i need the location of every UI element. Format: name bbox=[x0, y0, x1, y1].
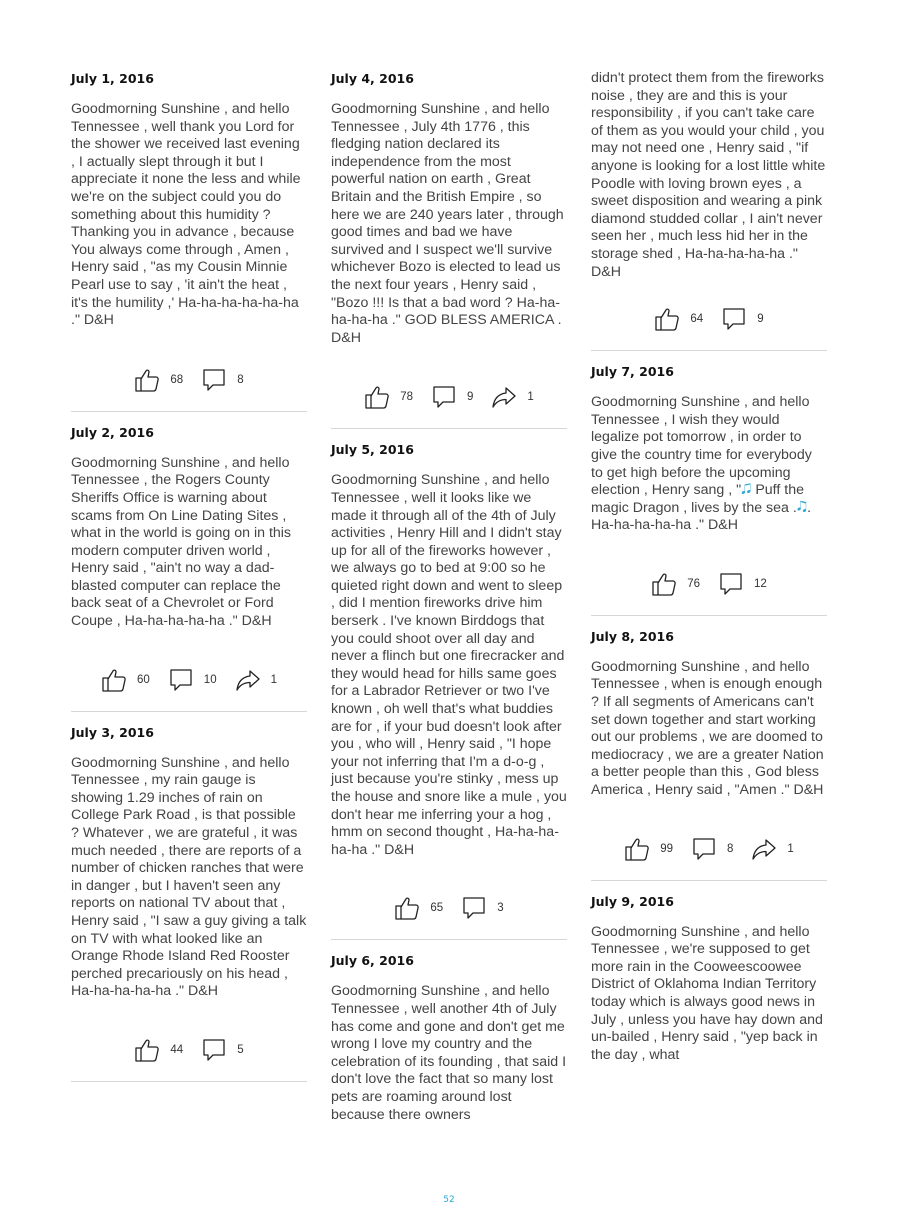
like-count: 65 bbox=[430, 902, 444, 915]
column-3 bbox=[591, 70, 827, 1064]
column-2 bbox=[331, 70, 567, 1124]
post-date: July 3, 2016 bbox=[71, 724, 154, 740]
thumbs-up-icon bbox=[101, 667, 127, 693]
comment-icon bbox=[691, 836, 717, 862]
thumbs-up-icon bbox=[394, 895, 420, 921]
post-stats bbox=[71, 364, 307, 396]
post-body-part: Goodmorning Sunshine , and hello Tennessee , I wish they would legalize pot tomorrow , in order to give the country time for everybody to get high before the upcoming election , Henry sang , " bbox=[591, 394, 812, 499]
comment-count: 8 bbox=[237, 373, 244, 386]
share-button[interactable] bbox=[235, 667, 277, 693]
post-date: July 7, 2016 bbox=[591, 364, 674, 380]
thumbs-up-icon bbox=[624, 836, 650, 862]
post-july-6-continued bbox=[591, 70, 827, 335]
post-divider bbox=[591, 615, 827, 616]
comment-button[interactable] bbox=[721, 306, 763, 332]
post-july-1 bbox=[71, 70, 307, 396]
thumbs-up-icon bbox=[654, 306, 680, 332]
post-july-6 bbox=[331, 952, 567, 1124]
comment-icon bbox=[168, 667, 194, 693]
comment-button[interactable] bbox=[431, 384, 473, 410]
comment-count: 12 bbox=[754, 577, 767, 590]
post-divider bbox=[591, 350, 827, 351]
comment-button[interactable] bbox=[168, 667, 217, 693]
comment-icon bbox=[201, 367, 227, 393]
post-july-7 bbox=[591, 363, 827, 600]
comment-count: 10 bbox=[203, 673, 217, 686]
like-button[interactable] bbox=[134, 367, 183, 393]
like-count: 68 bbox=[170, 373, 184, 386]
share-button[interactable] bbox=[491, 384, 533, 410]
share-count: 1 bbox=[270, 673, 277, 686]
comment-icon bbox=[461, 895, 487, 921]
thumbs-up-icon bbox=[651, 571, 677, 597]
music-notes-icon: 🎝 bbox=[796, 499, 808, 516]
like-button[interactable] bbox=[394, 895, 443, 921]
comment-icon bbox=[201, 1037, 227, 1063]
post-date: July 5, 2016 bbox=[331, 442, 414, 458]
post-stats bbox=[591, 303, 827, 335]
like-button[interactable] bbox=[134, 1037, 183, 1063]
post-july-4 bbox=[331, 70, 567, 413]
like-count: 64 bbox=[690, 313, 704, 326]
share-icon bbox=[491, 384, 517, 410]
like-count: 99 bbox=[660, 842, 673, 855]
post-body: Goodmorning Sunshine , and hello Tennessee , my rain gauge is showing 1.29 inches of rain on College Park Road , is that possible ? Whatever , we are grateful , it was much needed , there are reports of a number of chicken ranches that were in danger , but I haven't seen any reports on national TV about that , Henry said , "I saw a guy giving a talk on TV with what looked like an Orange Rhode Island Red Rooster perched precariously on his head , Ha-ha-ha-ha-ha ." D&H bbox=[71, 754, 307, 1000]
comment-count: 9 bbox=[466, 391, 474, 404]
comment-count: 5 bbox=[237, 1043, 244, 1056]
post-divider bbox=[331, 428, 567, 429]
post-july-8 bbox=[591, 628, 827, 865]
like-button[interactable] bbox=[624, 836, 673, 862]
post-body-part: Puff the magic Dragon , lives by the sea . bbox=[591, 482, 804, 516]
share-count: 1 bbox=[787, 842, 794, 855]
post-body: Goodmorning Sunshine , and hello Tennessee , well another 4th of July has come and gone and don't get me wrong I love my country and the celebration of its founding , that said I don't love the fact that so many lost pets are roaming around lost because there owners bbox=[331, 983, 567, 1123]
thumbs-up-icon bbox=[134, 1037, 160, 1063]
post-stats bbox=[591, 833, 827, 865]
comment-button[interactable] bbox=[718, 571, 767, 597]
comment-count: 8 bbox=[726, 842, 734, 855]
column-1 bbox=[71, 70, 307, 1082]
comment-icon bbox=[431, 384, 457, 410]
post-date: July 4, 2016 bbox=[331, 71, 414, 86]
comment-count: 3 bbox=[497, 902, 504, 915]
post-stats bbox=[71, 1034, 307, 1066]
post-divider bbox=[331, 939, 567, 940]
share-count: 1 bbox=[527, 391, 534, 404]
post-divider bbox=[591, 880, 827, 881]
comment-button[interactable] bbox=[461, 895, 503, 921]
comment-button[interactable] bbox=[201, 1037, 243, 1063]
post-body bbox=[591, 394, 827, 535]
post-stats bbox=[331, 381, 567, 413]
post-date: July 8, 2016 bbox=[591, 628, 674, 644]
like-count: 44 bbox=[170, 1043, 184, 1056]
post-body-part: . Ha-ha-ha-ha-ha ." D&H bbox=[591, 499, 812, 534]
comment-icon bbox=[718, 571, 744, 597]
post-divider bbox=[71, 711, 307, 712]
share-button[interactable] bbox=[751, 836, 793, 862]
post-stats bbox=[331, 892, 567, 924]
post-divider bbox=[71, 1081, 307, 1082]
post-body: Goodmorning Sunshine , and hello Tennessee , the Rogers County Sheriffs Office is warning about scams from On Line Dating Sites , what in the world is going on in this modern computer driven world , Henry said , "ain't no way a dad-blasted computer can replace the back seat of a Chevrolet or Ford Coupe , Ha-ha-ha-ha-ha ." D&H bbox=[71, 454, 292, 630]
music-note-icon: 🎜 bbox=[741, 482, 752, 499]
like-button[interactable] bbox=[654, 306, 703, 332]
comment-icon bbox=[721, 306, 747, 332]
like-button[interactable] bbox=[651, 571, 700, 597]
post-date: July 9, 2016 bbox=[591, 893, 674, 909]
like-button[interactable] bbox=[364, 384, 413, 410]
post-body: Goodmorning Sunshine , and hello Tennessee , we're supposed to get more rain in the Cooweescoowee District of Oklahoma Indian Territory today which is always good news in July , unless you have hay down and un-bailed , Henry said , "yep back in the day , what bbox=[591, 923, 823, 1063]
post-body: Goodmorning Sunshine , and hello Tennessee , when is enough enough ? If all segments of Americans can't set down together and start working out our problems , we are doomed to mediocracy , we are a greater Nation a better people than this , God bless America , Henry said , "Amen ." D&H bbox=[591, 658, 824, 799]
like-count: 60 bbox=[137, 673, 150, 686]
post-july-9 bbox=[591, 893, 827, 1065]
share-icon bbox=[235, 667, 261, 693]
page-number: 52 bbox=[443, 1195, 455, 1205]
comment-count: 9 bbox=[757, 313, 764, 326]
post-date: July 1, 2016 bbox=[71, 71, 154, 86]
post-date: July 6, 2016 bbox=[331, 953, 414, 969]
post-july-5 bbox=[331, 441, 567, 924]
thumbs-up-icon bbox=[364, 384, 390, 410]
post-body: Goodmorning Sunshine , and hello Tennessee , well thank you Lord for the shower we received last evening , I actually slept through it but I appreciate it none the less and while we're on the subject could you do something about this humidity ? Thanking you in advance , because You always come through , Amen , Henry said , "as my Cousin Minnie Pearl use to say , 'it ain't the heat , it's the humility ,' Ha-ha-ha-ha-ha-ha ." D&H bbox=[71, 101, 301, 329]
post-body: didn't protect them from the fireworks noise , they are and this is your responsibility , if you can't take care of them as you would your child , you may not need one , Henry said , "if anyone is looking for a lost little white Poodle with loving brown eyes , a sweet disposition and wearing a pink diamond studded collar , I ain't never seen her , much less hid her in the storage shed , Ha-ha-ha-ha-ha ." D&H bbox=[591, 70, 826, 280]
post-stats bbox=[591, 568, 827, 600]
post-body: Goodmorning Sunshine , and hello Tennessee , July 4th 1776 , this fledging nation declared its independence from the most powerful nation on earth , Great Britain and the British Empire , so here we are 240 years later , through good times and bad we have survived and I suspect we'll survive whichever Bozo is elected to lead us the next four years , Henry said , "Bozo !!! Is that a bad word ? Ha-ha-ha-ha-ha ." GOD BLESS AMERICA . D&H bbox=[331, 101, 564, 346]
post-body: Goodmorning Sunshine , and hello Tennessee , well it looks like we made it through all of the 4th of July activities , Henry Hill and I didn't stay up for all of the fireworks however , we always go to bed at 9:00 so he quieted right down and went to sleep , did I mention fireworks drive him berserk . I've known Birddogs that you could shoot over all day and never a flinch but one firecracker and they would head for hills same goes for a Labrador Retriever or two I've known , oh well that's what buddies are for , if your bud doesn't look after you , who will , Henry said , "I hope your not inferring that I'm a d-o-g , just because you're stinky , mess up the house and snore like a mule , you don't hear me inferring your a hog , hmm on second thought , Ha-ha-ha-ha-ha ." D&H bbox=[331, 472, 567, 858]
post-july-2 bbox=[71, 424, 307, 696]
comment-button[interactable] bbox=[691, 836, 733, 862]
thumbs-up-icon bbox=[134, 367, 160, 393]
comment-button[interactable] bbox=[201, 367, 243, 393]
post-stats bbox=[71, 664, 307, 696]
post-date: July 2, 2016 bbox=[71, 424, 154, 440]
share-icon bbox=[751, 836, 777, 862]
post-july-3 bbox=[71, 724, 307, 1066]
like-count: 76 bbox=[687, 577, 700, 590]
like-count: 78 bbox=[400, 391, 413, 404]
post-divider bbox=[71, 411, 307, 412]
like-button[interactable] bbox=[101, 667, 150, 693]
